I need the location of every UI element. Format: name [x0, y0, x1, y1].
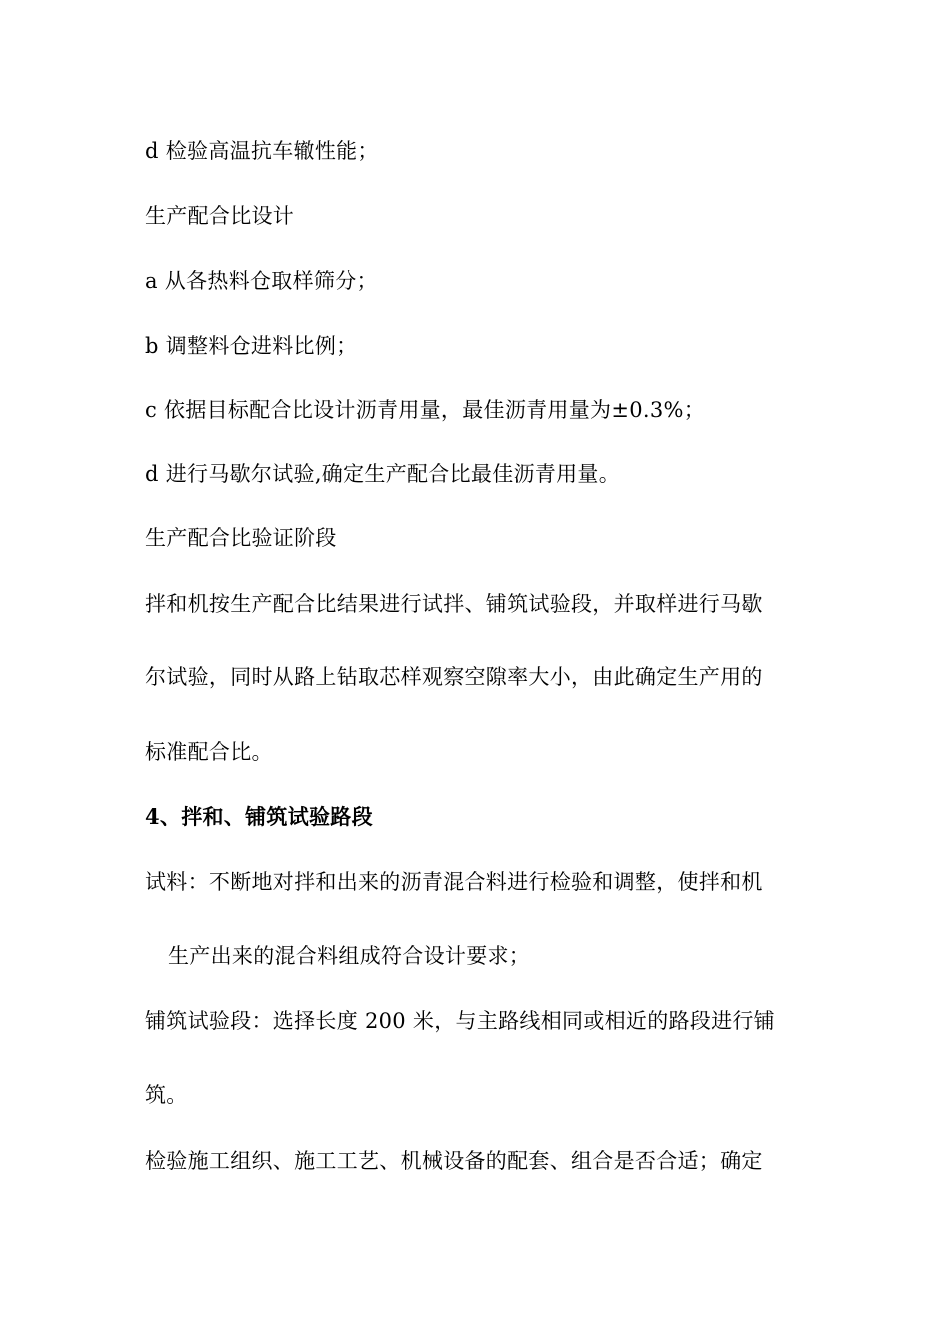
section-heading: 生产配合比验证阶段: [145, 526, 337, 550]
section-heading: 生产配合比设计: [145, 204, 295, 228]
text-line: c 依据目标配合比设计沥青用量，最佳沥青用量为±0.3%；: [145, 398, 706, 422]
text-line: 铺筑试验段：选择长度 200 米，与主路线相同或相近的路段进行铺: [145, 1009, 776, 1033]
text-line: 拌和机按生产配合比结果进行试拌、铺筑试验段，并取样进行马歇: [145, 592, 763, 616]
text-line: b 调整料仓进料比例；: [145, 334, 358, 358]
text-line: 标准配合比。: [145, 740, 273, 764]
text-line: 尔试验，同时从路上钻取芯样观察空隙率大小，由此确定生产用的: [145, 665, 763, 689]
text-line: d 进行马歇尔试验,确定生产配合比最佳沥青用量。: [145, 462, 620, 486]
text-line: 试料：不断地对拌和出来的沥青混合料进行检验和调整，使拌和机: [145, 870, 763, 894]
text-line: d 检验高温抗车辙性能；: [145, 139, 379, 163]
text-line: 生产出来的混合料组成符合设计要求；: [168, 944, 531, 968]
text-line: 检验施工组织、施工工艺、机械设备的配套、组合是否合适；确定: [145, 1149, 763, 1173]
text-line: a 从各热料仓取样筛分；: [145, 269, 378, 293]
text-line: 筑。: [145, 1083, 188, 1107]
section-heading-bold: 4、拌和、铺筑试验路段: [145, 804, 373, 829]
